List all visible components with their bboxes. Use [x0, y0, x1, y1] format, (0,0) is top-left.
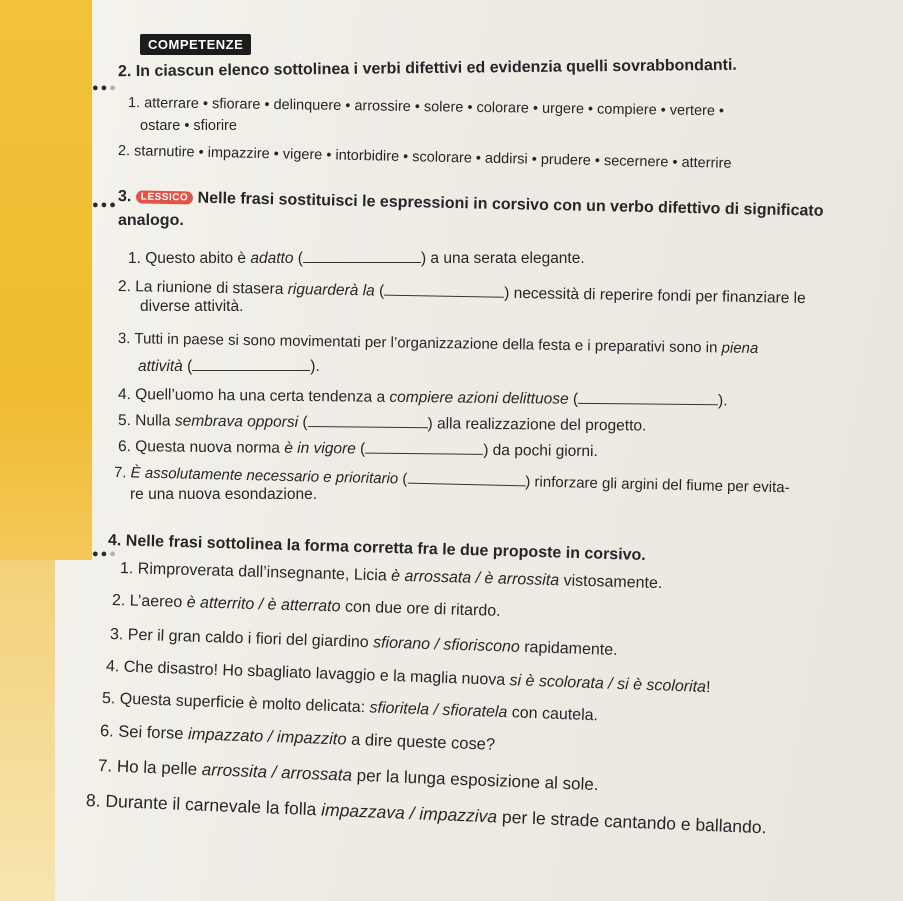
exercise-3-item: 3. Tutti in paese si sono movimentati per l’organizzazione della festa e i preparativi sono in piena: [117, 330, 759, 358]
answer-blank[interactable]: [192, 356, 310, 371]
exercise-3-item-cont: re una nuova esondazione.: [130, 486, 318, 503]
exercise-3-title: 3. LESSICO Nelle frasi sostituisci le espressioni in corsivo con un verbo difettivo di significato: [117, 188, 824, 220]
exercise-3-item: 1. Questo abito è adatto ( ) a una serata elegante.: [128, 250, 585, 267]
exercise-4-item: 5. Questa superficie è molto delicata: sfioritela / sfioratela con cautela.: [101, 690, 599, 725]
page-margin-strip-bottom: [0, 560, 55, 901]
lessico-tag: LESSICO: [136, 191, 194, 205]
exercise-2-list-2: 2. starnutire • impazzire • vigere • intorbidire • scolorare • addirsi • prudere • secernere • atterrire: [117, 143, 732, 172]
page-margin-strip: [0, 0, 92, 560]
competenze-badge: COMPETENZE: [140, 34, 251, 55]
exercise-4-item: 4. Che disastro! Ho sbagliato lavaggio e la maglia nuova si è scolorata / si è scolorita!: [105, 658, 711, 697]
answer-blank[interactable]: [578, 389, 718, 405]
exercise-3-item: 4. Quell’uomo ha una certa tendenza a compiere azioni delittuose ( ).: [117, 386, 728, 410]
exercise-3-title-cont: analogo.: [118, 212, 184, 229]
answer-blank[interactable]: [303, 248, 421, 263]
exercise-4-item: 1. Rimproverata dall’insegnante, Licia è arrossata / è arrossita vistosamente.: [119, 560, 663, 593]
difficulty-dots-ex3: ●●●: [92, 199, 118, 211]
exercise-4-item: 3. Per il gran caldo i fiori del giardino sfiorano / sfioriscono rapidamente.: [109, 626, 618, 659]
exercise-4-item: 6. Sei forse impazzato / impazzito a dire queste cose?: [99, 722, 496, 754]
exercise-3-item-cont: diverse attività.: [140, 298, 244, 315]
exercise-4-title: 4. Nelle frasi sottolinea la forma corretta fra le due proposte in corsivo.: [107, 532, 646, 565]
answer-blank[interactable]: [384, 281, 504, 298]
difficulty-dots-ex2: ●●●: [92, 82, 118, 94]
exercise-4-item: 7. Ho la pelle arrossita / arrossata per la lunga esposizione al sole.: [97, 756, 599, 795]
section-header: [140, 34, 251, 55]
difficulty-dots-ex4: ●●●: [92, 548, 118, 560]
exercise-4-item: 8. Durante il carnevale la folla impazzava / impazziva per le strade cantando e ballando.: [85, 790, 767, 838]
exercise-2-list-1-cont: ostare • sfiorire: [140, 118, 237, 134]
answer-blank[interactable]: [307, 412, 427, 428]
exercise-3-item: 6. Questa nuova norma è in vigore ( ) da pochi giorni.: [117, 438, 598, 461]
exercise-2-list-1: 1. atterrare • sfiorare • delinquere • arrossire • solere • colorare • urgere • compiere • vertere •: [127, 95, 725, 120]
exercise-3-item: 7. È assolutamente necessario e prioritario ( ) rinforzare gli argini del fiume per evita-: [113, 464, 790, 497]
exercise-4-item: 2. L’aereo è atterrito / è atterrato con due ore di ritardo.: [111, 592, 501, 620]
exercise-3-item-cont: attività ( ).: [138, 358, 320, 375]
exercise-2-title: 2. In ciascun elenco sottolinea i verbi difettivi ed evidenzia quelli sovrabbondanti.: [117, 56, 737, 81]
exercise-3-item: 5. Nulla sembrava opporsi ( ) alla realizzazione del progetto.: [117, 412, 647, 435]
answer-blank[interactable]: [407, 469, 525, 487]
exercise-3-item: 2. La riunione di stasera riguarderà la ( ) necessità di reperire fondi per finanziare le: [117, 278, 806, 308]
answer-blank[interactable]: [365, 439, 483, 455]
